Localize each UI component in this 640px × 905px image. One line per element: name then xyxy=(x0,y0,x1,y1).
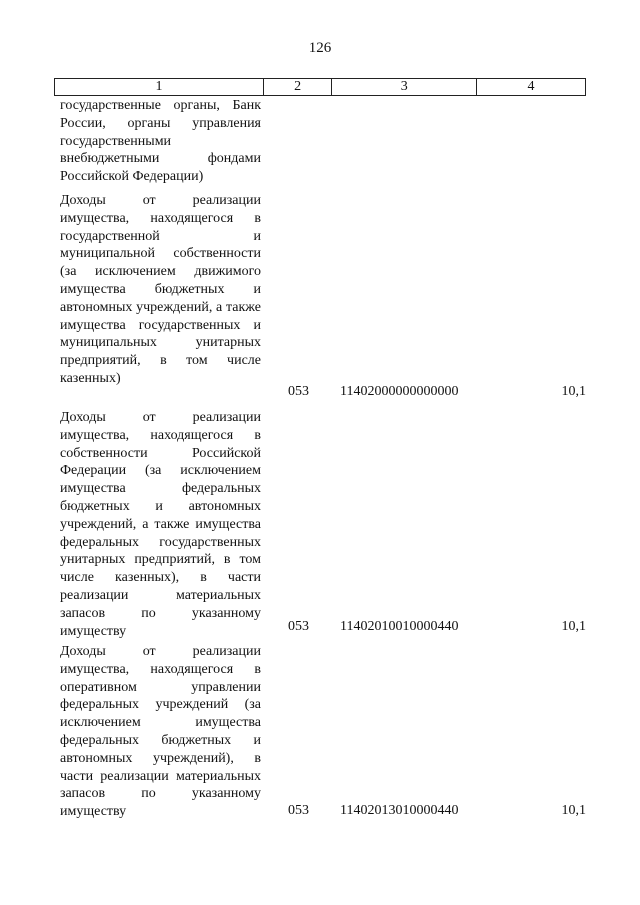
header-col-2: 2 xyxy=(263,79,331,96)
row-budget-code: 11402013010000440 xyxy=(340,803,459,819)
row-budget-code: 11402010010000440 xyxy=(340,619,459,635)
row-value: 10,1 xyxy=(561,803,586,819)
row-value: 10,1 xyxy=(561,619,586,635)
page-number: 126 xyxy=(308,40,332,56)
row-value: 10,1 xyxy=(561,384,586,400)
table-header xyxy=(54,78,586,96)
header-col-1: 1 xyxy=(55,79,264,96)
table-row xyxy=(60,409,586,639)
table-row xyxy=(60,97,586,186)
row-budget-code: 11402000000000000 xyxy=(340,384,459,400)
header-col-3: 3 xyxy=(332,79,477,96)
row-description: Доходы от реализации имущества, находящегося в оперативном управлении федеральных учреждений (за исключением имущества федеральных бюджетных и автономных учреждений), в части реализации материальных запасов по указанному имуществу xyxy=(60,644,261,820)
header-col-4: 4 xyxy=(477,79,586,96)
row-admin-code: 053 xyxy=(288,803,309,819)
row-description: Доходы от реализации имущества, находящегося в государственной и муниципальной собственности (за исключением движимого имущества бюджетных и автономных учреждений, а также имущества государственных и муниципальных унитарных предприятий, в том числе казенных) xyxy=(60,193,261,386)
table-row xyxy=(60,643,586,820)
row-admin-code: 053 xyxy=(288,384,309,400)
row-admin-code: 053 xyxy=(288,619,309,635)
header-row xyxy=(55,79,586,96)
row-description: Доходы от реализации имущества, находящегося в собственности Российской Федерации (за исключением имущества федеральных бюджетных и автономных учреждений, а также имущества федеральных государственных унитарных предприятий, в том числе казенных), в части реализации материальных запасов по указанному имуществу xyxy=(60,410,261,639)
table-row xyxy=(60,192,586,401)
row-description: государственные органы, Банк России, органы управления государственными внебюджетными фондами Российской Федерации) xyxy=(60,98,261,185)
